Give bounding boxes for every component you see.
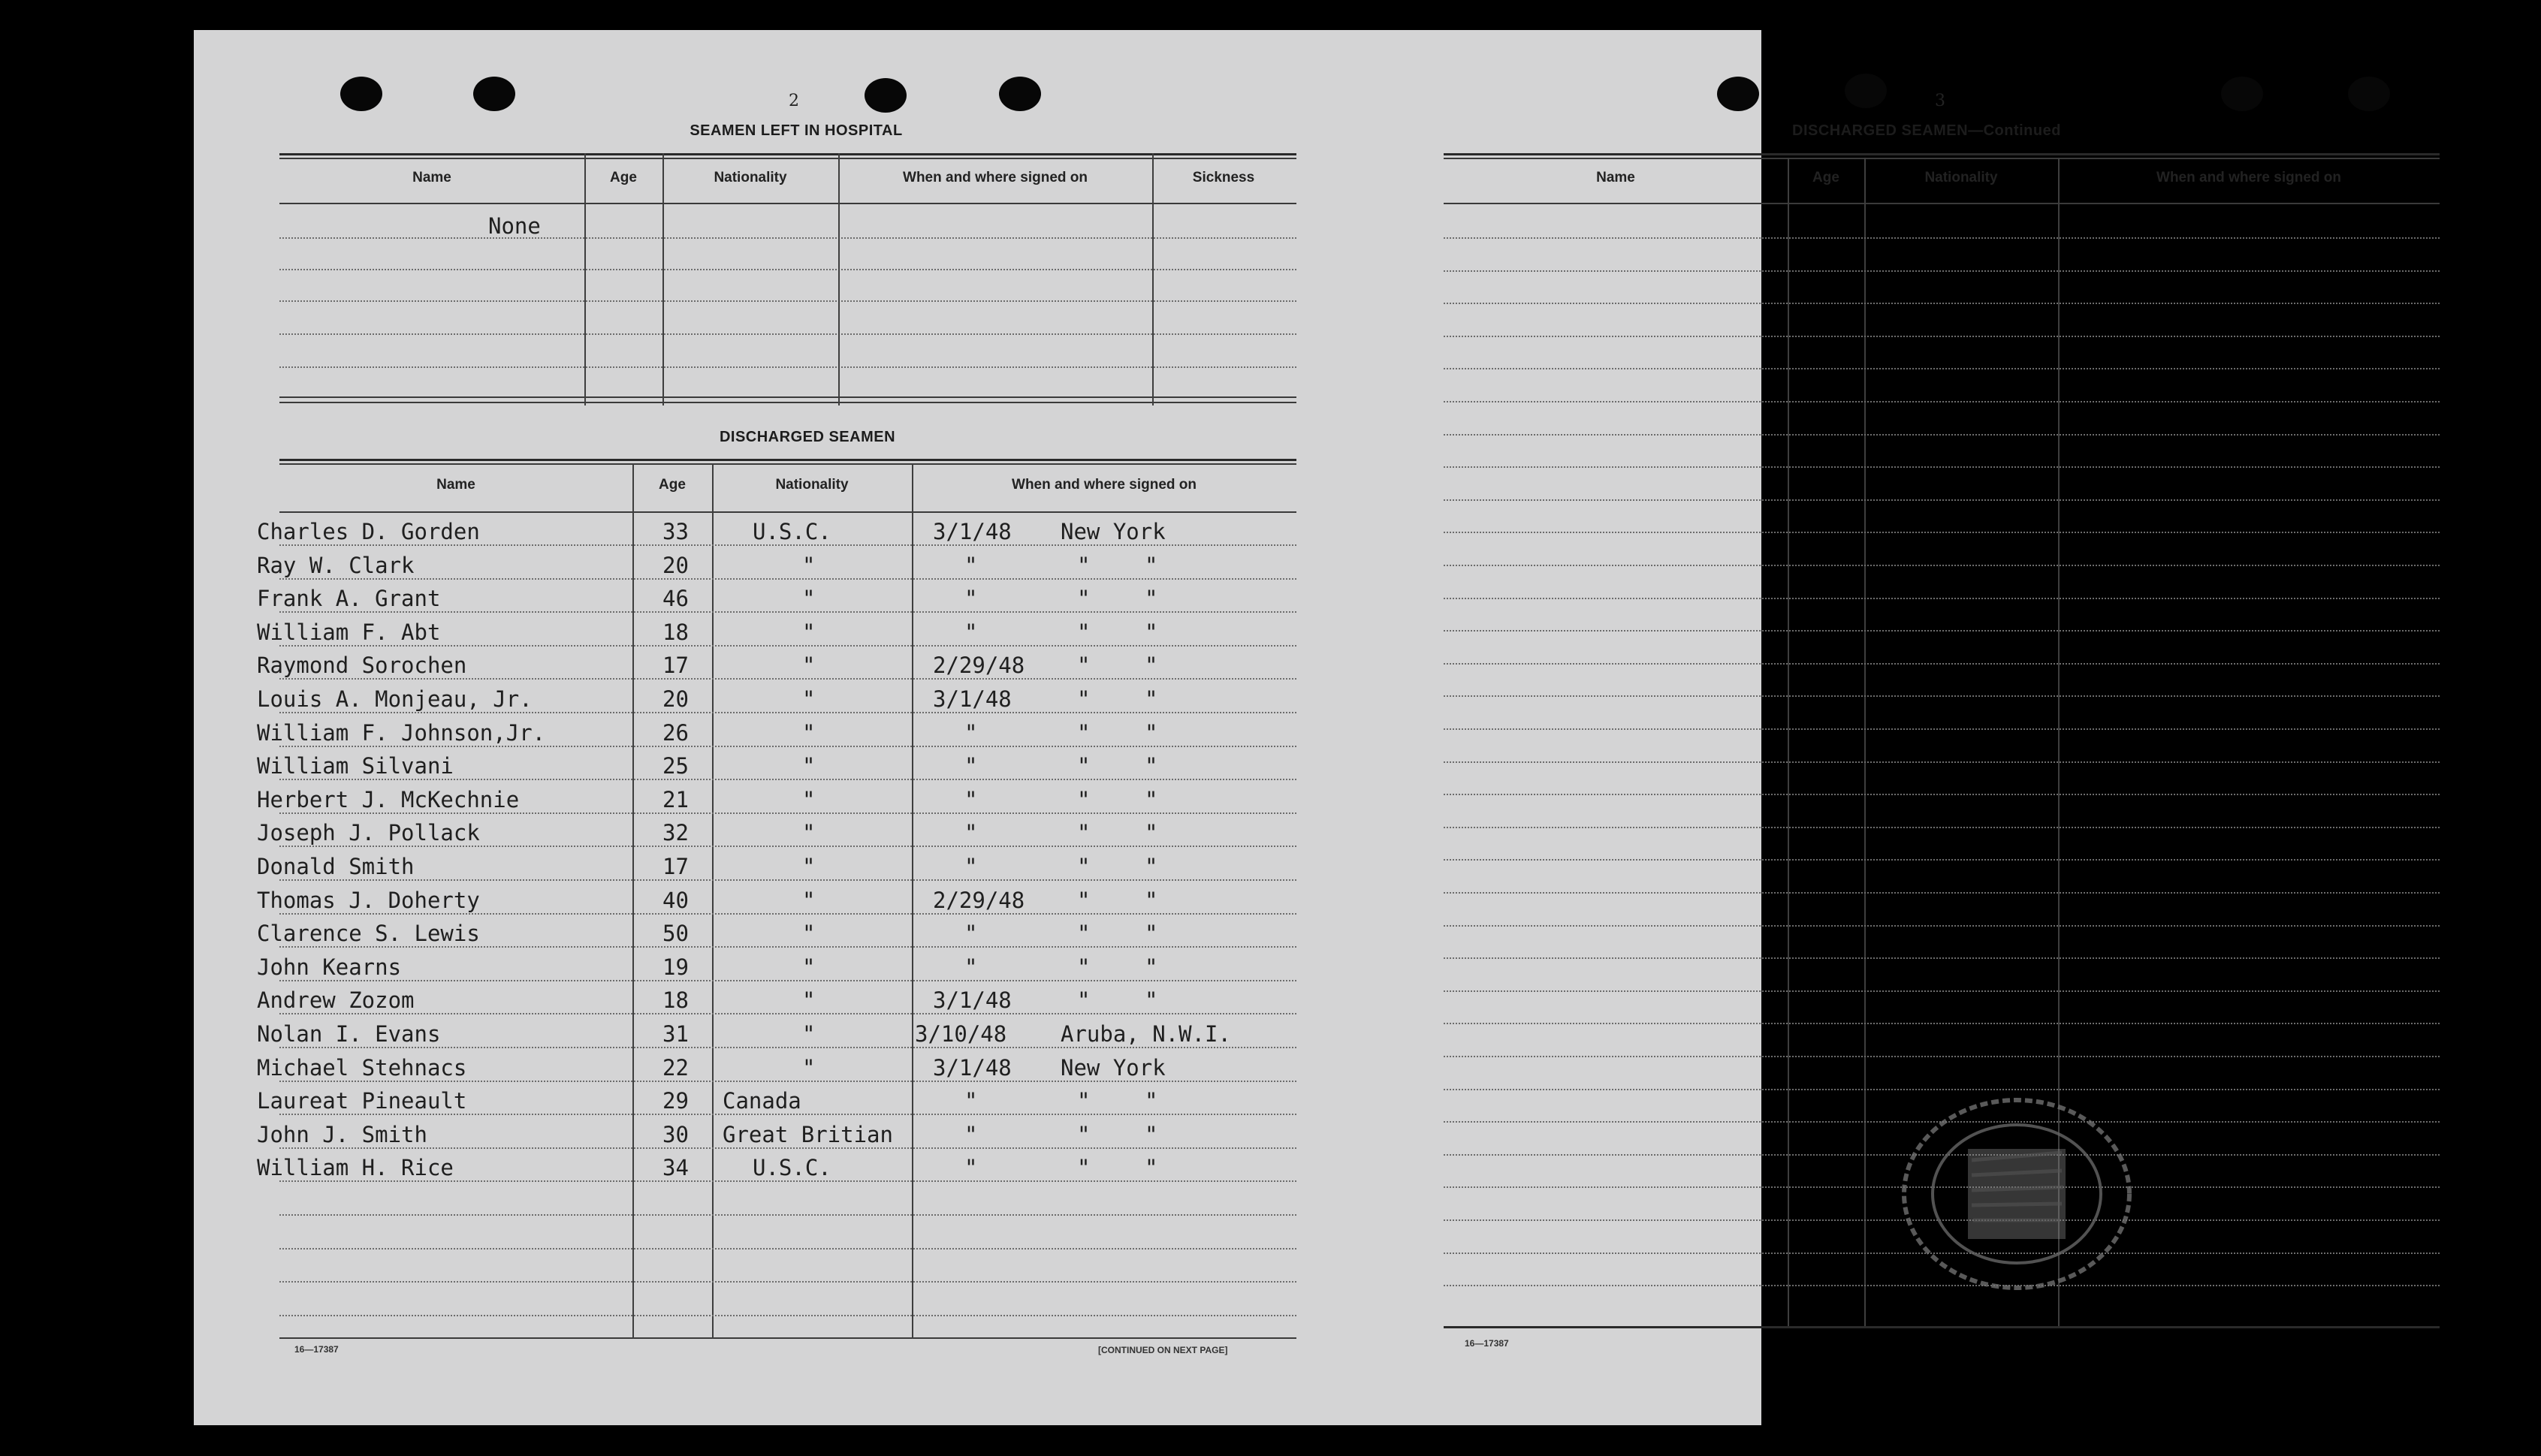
seaman-age: 50	[662, 921, 689, 947]
signed-on-place-extra: "	[1145, 753, 1158, 779]
table-row	[257, 1121, 1296, 1156]
row-rule	[1444, 859, 2440, 861]
signed-on-place: New York	[1061, 1054, 1166, 1081]
table-row	[257, 1021, 1296, 1055]
discharged-title: DISCHARGED SEAMEN	[719, 429, 896, 445]
seaman-age: 22	[662, 1054, 689, 1081]
signed-on-place-extra: "	[1145, 719, 1158, 746]
table-row	[257, 653, 1296, 686]
signed-on-place-extra: "	[1145, 887, 1158, 913]
signed-on-place-extra: "	[1145, 653, 1158, 679]
seaman-name: Herbert J. McKechnie	[257, 786, 520, 812]
discharged-table	[257, 459, 1296, 1339]
header-signed-on: When and where signed on	[903, 170, 1088, 185]
signed-on-place: "	[1077, 1155, 1091, 1181]
seaman-nationality: "	[802, 786, 816, 812]
hospital-entry: None	[488, 213, 541, 239]
row-rule	[1444, 237, 2440, 239]
seaman-age: 18	[662, 987, 689, 1014]
row-rule	[1444, 1056, 2440, 1057]
signed-on-place: "	[1077, 954, 1091, 980]
seaman-age: 33	[662, 519, 689, 544]
table-row	[257, 820, 1296, 854]
header-name: Name	[412, 170, 451, 185]
signed-on-date: "	[964, 954, 978, 980]
signed-on-place-extra: "	[1145, 954, 1158, 980]
signed-on-date: "	[964, 854, 978, 879]
row-rule	[1444, 925, 2440, 927]
seaman-nationality: "	[802, 653, 816, 679]
seaman-nationality: "	[802, 719, 816, 746]
seaman-age: 46	[662, 586, 689, 612]
signed-on-date: "	[964, 820, 978, 846]
seaman-nationality: "	[802, 1021, 816, 1047]
seaman-nationality: "	[802, 887, 816, 913]
table-row	[257, 1155, 1296, 1189]
signed-on-date: "	[964, 719, 978, 746]
table-row	[257, 552, 1296, 586]
punch-hole	[1845, 74, 1887, 108]
seaman-name: Donald Smith	[257, 854, 415, 879]
signed-on-place-extra: "	[1145, 820, 1158, 846]
hospital-title: SEAMEN LEFT IN HOSPITAL	[690, 122, 903, 139]
signed-on-date: "	[964, 1088, 978, 1114]
hospital-table	[279, 153, 1296, 405]
signed-on-date: "	[964, 586, 978, 612]
signed-on-place: "	[1077, 1088, 1091, 1114]
seaman-nationality: Great Britian	[723, 1121, 893, 1147]
table-row	[257, 1088, 1296, 1122]
signed-on-place-extra: "	[1145, 1155, 1158, 1181]
signed-on-place: Aruba, N.W.I.	[1061, 1021, 1231, 1047]
signed-on-place-extra: "	[1145, 854, 1158, 879]
signed-on-place-extra: "	[1145, 987, 1158, 1014]
seaman-age: 18	[662, 619, 689, 645]
header-nationality: Nationality	[775, 477, 849, 493]
row-rule	[1444, 1089, 2440, 1090]
signed-on-place: "	[1077, 786, 1091, 812]
received-stamp	[1897, 1093, 2135, 1295]
form-number-right: 16—17387	[1465, 1338, 1509, 1349]
row-rule	[1444, 695, 2440, 697]
row-rule	[1444, 401, 2440, 402]
row-rule	[279, 1281, 1296, 1283]
signed-on-place-extra: "	[1145, 1121, 1158, 1147]
row-rule	[1444, 303, 2440, 304]
seaman-name: Raymond Sorochen	[257, 653, 467, 679]
table-row	[257, 887, 1296, 921]
header-age: Age	[610, 170, 637, 185]
signed-on-date: 2/29/48	[933, 653, 1025, 679]
signed-on-date: 3/1/48	[933, 519, 1012, 544]
signed-on-place: "	[1077, 653, 1091, 679]
signed-on-place-extra: "	[1145, 686, 1158, 712]
row-rule	[1444, 270, 2440, 272]
signed-on-place: "	[1077, 552, 1091, 578]
signed-on-place: New York	[1061, 519, 1166, 544]
table-row	[257, 686, 1296, 720]
header-name: Name	[1596, 170, 1635, 185]
header-nationality: Nationality	[714, 170, 787, 185]
row-rule	[1444, 499, 2440, 501]
punch-hole	[865, 78, 907, 113]
table-row	[257, 753, 1296, 787]
seaman-age: 26	[662, 719, 689, 746]
row-rule	[1444, 598, 2440, 599]
punch-hole	[340, 77, 382, 111]
signed-on-place: "	[1077, 753, 1091, 779]
table-row	[257, 921, 1296, 954]
row-rule	[279, 1315, 1296, 1316]
seaman-name: William H. Rice	[257, 1155, 454, 1181]
row-rule	[1444, 827, 2440, 828]
row-rule	[1444, 630, 2440, 632]
signed-on-place-extra: "	[1145, 1088, 1158, 1114]
seaman-nationality: "	[802, 921, 816, 947]
seaman-name: Thomas J. Doherty	[257, 887, 480, 913]
row-rule	[1444, 990, 2440, 992]
header-age: Age	[659, 477, 686, 493]
row-rule	[1444, 761, 2440, 763]
row-rule	[279, 1248, 1296, 1250]
seaman-nationality: "	[802, 1054, 816, 1081]
table-row	[257, 519, 1296, 553]
seaman-age: 20	[662, 686, 689, 712]
seaman-age: 25	[662, 753, 689, 779]
row-rule	[1444, 368, 2440, 369]
seaman-age: 29	[662, 1088, 689, 1114]
punch-hole	[1717, 77, 1759, 111]
header-age: Age	[1812, 170, 1839, 185]
header-nationality: Nationality	[1924, 170, 1998, 185]
row-rule	[1444, 663, 2440, 665]
row-rule	[279, 1214, 1296, 1216]
seaman-nationality: "	[802, 619, 816, 645]
seaman-name: Nolan I. Evans	[257, 1021, 441, 1047]
seaman-age: 32	[662, 820, 689, 846]
seaman-name: Laureat Pineault	[257, 1088, 467, 1114]
seaman-age: 17	[662, 653, 689, 679]
signed-on-date: "	[964, 786, 978, 812]
seaman-age: 17	[662, 854, 689, 879]
table-row	[257, 854, 1296, 888]
seaman-age: 21	[662, 786, 689, 812]
signed-on-place: "	[1077, 719, 1091, 746]
seaman-nationality: "	[802, 753, 816, 779]
signed-on-date: "	[964, 619, 978, 645]
signed-on-place: "	[1077, 887, 1091, 913]
signed-on-place: "	[1077, 686, 1091, 712]
signed-on-place-extra: "	[1145, 552, 1158, 578]
seaman-name: William F. Johnson,Jr.	[257, 719, 546, 746]
seaman-name: Louis A. Monjeau, Jr.	[257, 686, 533, 712]
seaman-name: Andrew Zozom	[257, 987, 415, 1014]
signed-on-date: 3/1/48	[933, 1054, 1012, 1081]
signed-on-place: "	[1077, 921, 1091, 947]
page-number-left: 2	[789, 92, 799, 110]
seaman-nationality: Canada	[723, 1088, 801, 1114]
signed-on-place: "	[1077, 987, 1091, 1014]
signed-on-place: "	[1077, 619, 1091, 645]
seaman-nationality: "	[802, 686, 816, 712]
signed-on-date: 3/1/48	[933, 987, 1012, 1014]
discharged-continued-title: DISCHARGED SEAMEN—Continued	[1792, 122, 2061, 139]
row-rule	[1444, 794, 2440, 795]
seaman-nationality: "	[802, 854, 816, 879]
signed-on-place: "	[1077, 1121, 1091, 1147]
header-name: Name	[436, 477, 475, 493]
seaman-nationality: "	[802, 552, 816, 578]
signed-on-date: 2/29/48	[933, 887, 1025, 913]
table-row	[257, 954, 1296, 988]
signed-on-date: "	[964, 921, 978, 947]
header-signed-on: When and where signed on	[2156, 170, 2341, 185]
row-rule	[1444, 532, 2440, 533]
signed-on-place-extra: "	[1145, 619, 1158, 645]
seaman-age: 34	[662, 1155, 689, 1181]
row-rule	[1444, 466, 2440, 468]
row-rule	[1444, 434, 2440, 436]
seaman-name: Clarence S. Lewis	[257, 921, 480, 947]
table-row	[257, 786, 1296, 821]
seaman-name: John Kearns	[257, 954, 402, 980]
continued-note: [CONTINUED ON NEXT PAGE]	[1098, 1345, 1228, 1355]
seaman-name: Joseph J. Pollack	[257, 820, 480, 846]
signed-on-place: "	[1077, 820, 1091, 846]
seaman-name: Charles D. Gorden	[257, 519, 480, 544]
punch-hole	[473, 77, 515, 111]
signed-on-date: "	[964, 753, 978, 779]
seaman-age: 40	[662, 887, 689, 913]
punch-hole	[2221, 77, 2263, 111]
seaman-nationality: "	[802, 987, 816, 1014]
row-rule	[1444, 336, 2440, 337]
seaman-age: 19	[662, 954, 689, 980]
seaman-age: 31	[662, 1021, 689, 1047]
seaman-name: William Silvani	[257, 753, 454, 779]
signed-on-date: "	[964, 1155, 978, 1181]
seaman-name: Ray W. Clark	[257, 552, 415, 578]
signed-on-place: "	[1077, 586, 1091, 612]
signed-on-place-extra: "	[1145, 786, 1158, 812]
signed-on-date: "	[964, 552, 978, 578]
row-rule	[1444, 728, 2440, 730]
signed-on-date: "	[964, 1121, 978, 1147]
table-row	[257, 987, 1296, 1021]
signed-on-date: 3/10/48	[915, 1021, 1007, 1047]
row-rule	[1444, 957, 2440, 959]
form-number-left: 16—17387	[294, 1344, 339, 1355]
seaman-nationality: "	[802, 820, 816, 846]
header-signed-on: When and where signed on	[1012, 477, 1197, 493]
table-row	[257, 1054, 1296, 1089]
header-sickness: Sickness	[1192, 170, 1255, 185]
seaman-name: John J. Smith	[257, 1121, 427, 1147]
seaman-name: Michael Stehnacs	[257, 1054, 467, 1081]
page-number-right: 3	[1935, 92, 1945, 110]
signed-on-place-extra: "	[1145, 921, 1158, 947]
seaman-age: 30	[662, 1121, 689, 1147]
row-rule	[1444, 892, 2440, 894]
table-row	[257, 586, 1296, 619]
seaman-nationality: "	[802, 586, 816, 612]
seaman-name: Frank A. Grant	[257, 586, 441, 612]
seaman-name: William F. Abt	[257, 619, 441, 645]
seaman-nationality: U.S.C.	[753, 1155, 831, 1181]
punch-hole	[999, 77, 1041, 111]
punch-hole	[2348, 77, 2390, 111]
signed-on-place: "	[1077, 854, 1091, 879]
table-row	[257, 619, 1296, 653]
table-row	[257, 719, 1296, 754]
seaman-nationality: U.S.C.	[753, 519, 831, 544]
seaman-age: 20	[662, 552, 689, 578]
signed-on-place-extra: "	[1145, 586, 1158, 612]
row-rule	[1444, 1023, 2440, 1024]
signed-on-date: 3/1/48	[933, 686, 1012, 712]
seaman-nationality: "	[802, 954, 816, 980]
row-rule	[1444, 565, 2440, 566]
